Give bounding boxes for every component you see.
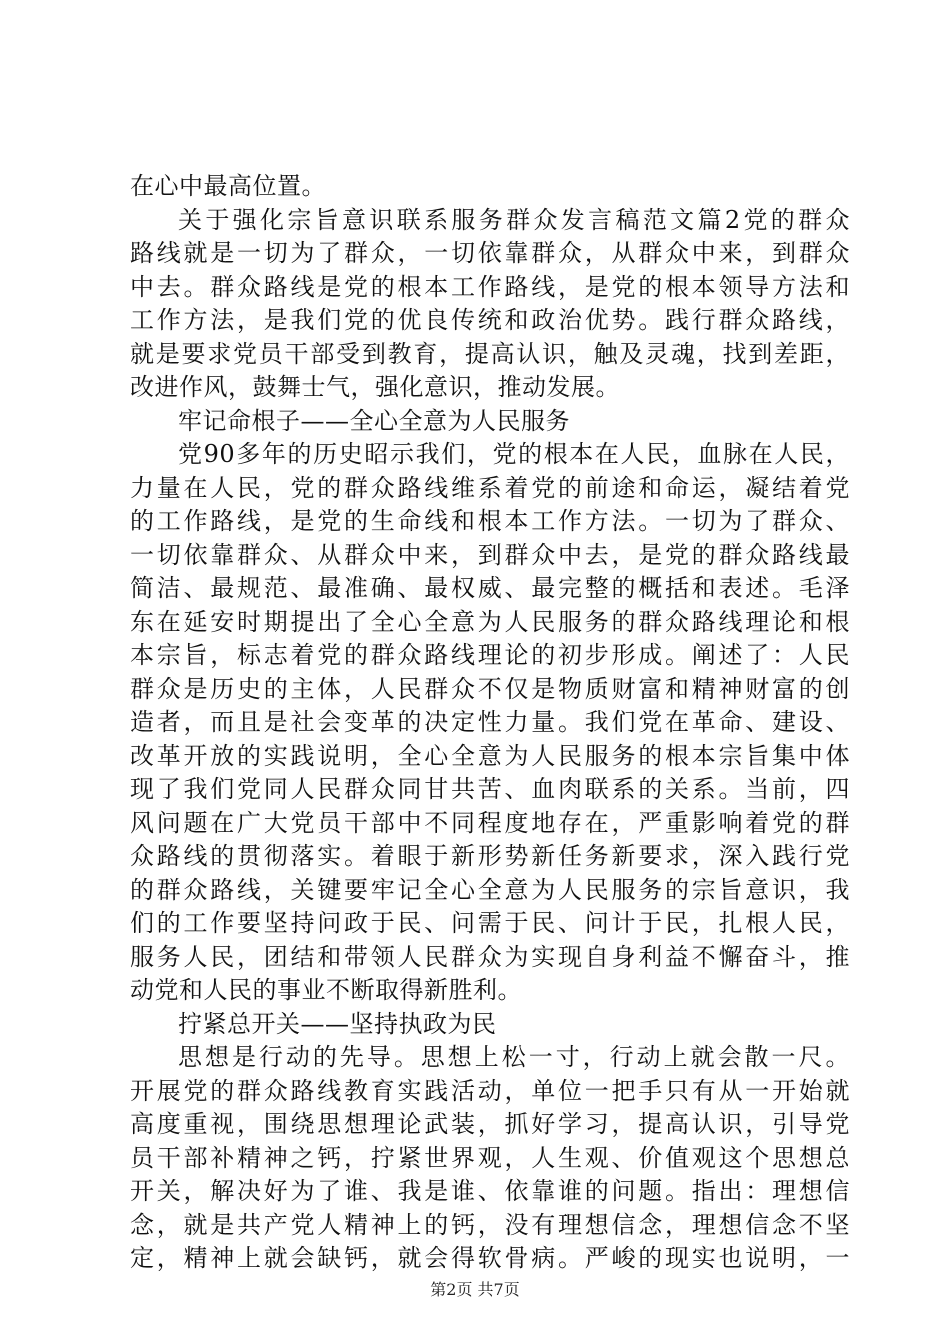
text-line: 一切依靠群众、从群众中来，到群众中去，是党的群众路线最 (130, 540, 850, 569)
text-line: 开关，解决好为了谁、我是谁、依靠谁的问题。指出：理想信 (130, 1177, 850, 1205)
text-line: 党90多年的历史昭示我们，党的根本在人民，血脉在人民， (178, 440, 850, 468)
text-line: 服务人民，团结和带领人民群众为实现自身利益不懈奋斗，推 (130, 942, 850, 971)
page-number-footer: 第2页 共7页 (430, 1280, 520, 1299)
text-line: 思想是行动的先导。思想上松一寸，行动上就会散一尺。 (178, 1043, 850, 1071)
text-line: 中去。群众路线是党的根本工作路线，是党的根本领导方法和 (130, 272, 850, 301)
text-line: 东在延安时期提出了全心全意为人民服务的群众路线理论和根 (130, 607, 850, 636)
text-line: 现了我们党同人民群众同甘共苦、血肉联系的关系。当前，四 (130, 775, 850, 803)
section-heading: 拧紧总开关——坚持执政为民 (178, 1009, 497, 1038)
text-line: 开展党的群众路线教育实践活动，单位一把手只有从一开始就 (130, 1076, 850, 1105)
text-line: 群众是历史的主体，人民群众不仅是物质财富和精神财富的创 (130, 674, 850, 703)
text-line: 念，就是共产党人精神上的钙，没有理想信念，理想信念不坚 (130, 1210, 850, 1239)
text-line: 员干部补精神之钙，拧紧世界观，人生观、价值观这个思想总 (130, 1143, 850, 1172)
text-line: 工作方法，是我们党的优良传统和政治优势。践行群众路线， (130, 306, 850, 334)
text-line: 的群众路线，关键要牢记全心全意为人民服务的宗旨意识，我 (130, 875, 850, 904)
text-line: 简洁、最规范、最准确、最权威、最完整的概括和表述。毛泽 (130, 574, 850, 602)
text-line: 造者，而且是社会变革的决定性力量。我们党在革命、建设、 (130, 708, 850, 736)
text-line: 改革开放的实践说明，全心全意为人民服务的根本宗旨集中体 (130, 741, 850, 770)
text-line: 本宗旨，标志着党的群众路线理论的初步形成。阐述了：人民 (130, 641, 850, 669)
text-line: 们的工作要坚持问政于民、问需于民、问计于民，扎根人民， (130, 909, 850, 937)
text-line: 就是要求党员干部受到教育，提高认识，触及灵魂，找到差距， (130, 339, 850, 368)
text-line: 的工作路线，是党的生命线和根本工作方法。一切为了群众、 (130, 507, 850, 535)
text-line: 路线就是一切为了群众，一切依靠群众，从群众中来，到群众 (130, 239, 850, 267)
text-line: 在心中最高位置。 (130, 172, 326, 200)
text-line: 风问题在广大党员干部中不同程度地存在，严重影响着党的群 (130, 808, 850, 837)
text-line: 众路线的贯彻落实。着眼于新形势新任务新要求，深入践行党 (130, 842, 850, 870)
document-body (130, 170, 850, 1276)
text-line: 关于强化宗旨意识联系服务群众发言稿范文篇2党的群众 (178, 205, 850, 234)
section-heading: 牢记命根子——全心全意为人民服务 (178, 406, 570, 435)
text-line: 定，精神上就会缺钙，就会得软骨病。严峻的现实也说明，一 (130, 1244, 850, 1272)
text-line: 改进作风，鼓舞士气，强化意识，推动发展。 (130, 373, 620, 401)
text-line: 动党和人民的事业不断取得新胜利。 (130, 976, 522, 1004)
text-line: 高度重视，围绕思想理论武装，抓好学习，提高认识，引导党 (130, 1110, 850, 1138)
text-line: 力量在人民，党的群众路线维系着党的前途和命运，凝结着党 (130, 473, 850, 502)
